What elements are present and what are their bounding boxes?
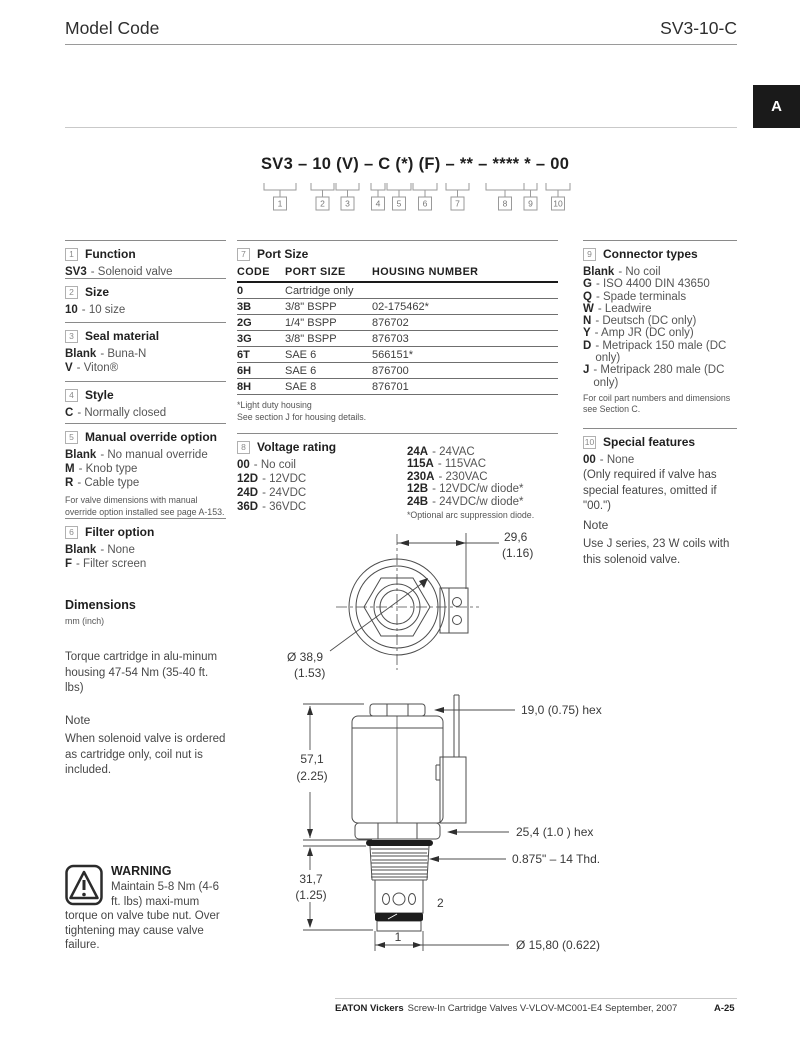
option-code: 10 (65, 304, 78, 316)
table-footnote: *Light duty housing (237, 400, 312, 410)
header-rule (65, 44, 737, 45)
model-number-title: SV3-10-C (660, 18, 737, 38)
option-desc: - 115VAC (437, 458, 487, 471)
option-entry (65, 463, 226, 476)
option-desc: - Filter screen (76, 558, 147, 570)
dim-cartridge-height: 31,7 (299, 872, 323, 886)
option-code: C (65, 407, 74, 419)
cell-housing-number: 566151* (372, 348, 413, 361)
option-entry (65, 304, 226, 317)
section-title: Function (85, 247, 136, 261)
option-desc: - 24VDC/w diode* (432, 495, 524, 508)
option-desc: - Normally closed (77, 407, 167, 419)
section-title: Manual override option (85, 430, 218, 444)
option-code: V (65, 362, 73, 374)
option-entry (583, 454, 737, 466)
section-port-size (237, 240, 558, 423)
section-function (65, 240, 226, 280)
option-code: D (583, 339, 592, 352)
cell-port-size: 3/8" BSPP (285, 332, 337, 345)
cell-port-size: Cartridge only (285, 284, 354, 297)
section-number-box: 5 (65, 431, 78, 444)
section-number-box: 3 (65, 330, 78, 343)
option-code: Blank (583, 266, 615, 278)
table-footnote: See section J for housing details. (237, 411, 367, 422)
drawing-labels (287, 530, 602, 952)
table-row (237, 283, 558, 299)
section-voltage-rating (237, 433, 558, 521)
cell-housing-number: 02-175462* (372, 300, 429, 313)
section-number-box: 6 (65, 526, 78, 539)
option-desc: - Metripack 150 male (DC only) (595, 339, 727, 365)
table-row (237, 379, 558, 395)
option-code: 24B (407, 495, 429, 508)
model-code-brackets (250, 178, 590, 220)
option-desc: - No coil (253, 459, 296, 471)
dim-width-top-inch: (1.16) (502, 546, 534, 560)
table-row (237, 299, 558, 315)
option-desc: - None (599, 454, 635, 466)
model-code-position-number: 2 (320, 198, 325, 209)
cell-code: 2G (237, 316, 252, 329)
table-header-row (237, 266, 558, 283)
warning-text: Maintain 5-8 Nm (4-6 ft. lbs) maxi-mum torque on valve tube nut. Over tightening may cause valve failure. (65, 881, 220, 951)
option-code: 24D (237, 487, 259, 499)
section-number-box: 7 (237, 248, 250, 261)
option-code: 230A (407, 470, 435, 483)
section-title: Port Size (257, 247, 309, 261)
option-list (583, 454, 737, 466)
dim-coil-height-inch: (2.25) (296, 769, 328, 783)
section-title: Size (85, 285, 110, 299)
option-code: 12D (237, 473, 259, 485)
option-entry (583, 303, 737, 315)
option-code: 00 (237, 459, 250, 471)
dim-thread: 0.875" – 14 Thd. (512, 852, 601, 866)
section-number-box: 1 (65, 248, 78, 261)
cell-code: 6T (237, 348, 250, 361)
table-header-cell: HOUSING NUMBER (372, 266, 479, 278)
option-desc: - Cable type (77, 477, 140, 489)
model-code-position-number: 4 (375, 198, 381, 209)
option-desc: - Solenoid valve (90, 266, 173, 278)
option-list (65, 304, 226, 317)
option-desc: - 12VDC (262, 473, 307, 485)
model-code-position-number: 6 (422, 198, 428, 209)
option-desc: - Deutsch (DC only) (595, 315, 697, 328)
cell-port-size: 3/8" BSPP (285, 300, 337, 313)
option-code: M (65, 463, 75, 475)
cell-housing-number: 876703 (372, 332, 409, 345)
cell-port-size: SAE 6 (285, 348, 317, 361)
port-2-label: 2 (437, 896, 444, 910)
option-code: R (65, 477, 74, 489)
page-title: Model Code (65, 18, 160, 38)
sub-header-rule (65, 127, 737, 128)
section-number-box: 10 (584, 437, 595, 447)
option-entry (583, 364, 737, 389)
option-entry (583, 327, 737, 339)
option-code: J (583, 364, 590, 377)
option-entry (583, 266, 737, 278)
connector-block-top-view (440, 588, 468, 633)
table-header-cell: PORT SIZE (285, 266, 346, 278)
option-desc: - Buna-N (100, 348, 147, 360)
note-heading: Note (65, 713, 91, 727)
note-right-heading: Note (583, 518, 609, 532)
dim-cartridge-height-inch: (1.25) (295, 888, 327, 902)
section-title: Voltage rating (257, 440, 337, 454)
section-filter-option (65, 518, 226, 572)
drawing-linework (303, 533, 515, 951)
drawing-arrowheads (307, 540, 466, 948)
option-entry (65, 558, 226, 571)
option-entry (407, 446, 558, 458)
table-row (237, 347, 558, 363)
option-entry (583, 291, 737, 303)
dim-nose-diameter: Ø 15,80 (0.622) (516, 938, 601, 952)
cell-code: 0 (237, 284, 244, 297)
option-entry (583, 278, 737, 290)
warning-title: WARNING (111, 864, 172, 878)
option-code: Blank (65, 449, 97, 461)
option-list (65, 348, 226, 375)
cell-port-size: SAE 6 (285, 364, 317, 377)
option-code: SV3 (65, 266, 87, 278)
dim-width-top: 29,6 (504, 530, 528, 544)
table-row (237, 331, 558, 347)
option-entry (65, 362, 226, 375)
port-hole (409, 894, 416, 905)
option-code: Y (583, 327, 591, 340)
section-title: Style (85, 388, 114, 402)
section-number-box: 9 (583, 248, 596, 261)
section-number-box: 2 (65, 286, 78, 299)
option-entry (407, 471, 558, 483)
technical-drawing (270, 515, 610, 965)
middle-column (237, 240, 558, 540)
option-desc: - 36VDC (262, 501, 307, 513)
section-seal-material (65, 322, 226, 376)
table-row (237, 363, 558, 379)
section-title: Connector types (603, 247, 698, 261)
section-title: Seal material (85, 329, 160, 343)
section-special-features (583, 428, 737, 515)
dim-coil-diameter: Ø 38,9 (287, 650, 324, 664)
cartridge-body (375, 880, 423, 913)
option-desc: - Leadwire (597, 302, 652, 315)
option-entry (407, 483, 558, 495)
option-entry (65, 544, 226, 557)
option-desc: - 10 size (81, 304, 126, 316)
option-desc: - No manual override (100, 449, 208, 461)
coil-nut (370, 704, 425, 716)
torque-note: Torque cartridge in alu-minum housing 47-54 Nm (35-40 ft. lbs) (65, 651, 218, 694)
option-desc: - 24VDC (262, 487, 307, 499)
section-title: Filter option (85, 525, 155, 539)
footer-info: Screw-In Cartridge Valves V-VLOV-MC001-E4 September, 2007 (407, 1003, 678, 1014)
cell-housing-number: 876702 (372, 316, 409, 329)
option-entry (65, 407, 226, 420)
dim-top-hex: 19,0 (0.75) hex (521, 703, 602, 717)
option-entry (65, 348, 226, 361)
section-number-box: 4 (65, 389, 78, 402)
warning-icon (65, 864, 103, 906)
dim-coil-height: 57,1 (300, 752, 324, 766)
cell-port-size: 1/4" BSPP (285, 316, 337, 329)
left-column (65, 240, 226, 1000)
option-desc: - 24VAC (432, 446, 475, 458)
option-desc: - Amp JR (DC only) (594, 327, 694, 340)
option-code: W (583, 302, 594, 315)
dimensions-units: mm (inch) (65, 616, 105, 626)
footer-brand: EATON Vickers (335, 1003, 404, 1014)
model-code-position-number: 7 (455, 198, 460, 209)
footer-text (335, 1003, 677, 1014)
section-footnote: For valve dimensions with manual override option installed see page A-153. (65, 495, 225, 517)
model-code-position-number: 1 (277, 198, 283, 209)
option-code: Blank (65, 348, 97, 360)
footer-page-number: A-25 (714, 1003, 735, 1014)
table-footnotes (237, 400, 558, 423)
option-code: F (65, 558, 73, 570)
port-size-table (237, 266, 558, 395)
cell-code: 3B (237, 300, 252, 313)
dim-coil-diameter-inch: (1.53) (294, 666, 326, 680)
cell-housing-number: 876700 (372, 364, 409, 377)
dimensions-heading (65, 598, 226, 626)
model-code-position-number: 5 (396, 198, 402, 209)
section-index-tab: A (753, 85, 800, 128)
option-code: Blank (65, 544, 97, 556)
note-right-text: Use J series, 23 W coils with this solenoid valve. (583, 538, 730, 566)
option-desc: - None (100, 544, 135, 556)
option-code: 115A (407, 458, 434, 471)
cell-code: 8H (237, 380, 252, 393)
option-desc: - Viton® (76, 362, 119, 374)
model-code-position-number: 8 (502, 198, 508, 209)
option-entry (407, 458, 558, 470)
table-header-cell: CODE (237, 266, 270, 278)
voltage-list-right (407, 446, 558, 522)
option-code: N (583, 315, 592, 328)
option-list (65, 544, 226, 571)
model-code-position-number: 9 (528, 198, 533, 209)
option-entry (583, 315, 737, 327)
dimensions-title: Dimensions (65, 598, 136, 612)
cell-code: 3G (237, 332, 252, 345)
option-list (65, 407, 226, 420)
connector-footnote: For coil part numbers and dimensions see Section C. (583, 392, 731, 415)
section-title: Special features (603, 435, 696, 449)
section-style (65, 381, 226, 421)
coil-body (352, 716, 443, 823)
section-connector-types (583, 240, 737, 416)
table-body (237, 283, 558, 395)
option-desc: - ISO 4400 DIN 43650 (595, 278, 710, 291)
port-hole (383, 894, 390, 905)
option-desc: - 12VDC/w diode* (432, 483, 524, 496)
cell-port-size: SAE 8 (285, 380, 317, 393)
option-entry (407, 496, 558, 508)
option-desc: - No coil (618, 266, 661, 278)
option-entry (583, 340, 737, 365)
option-desc: - 230VAC (438, 470, 488, 483)
section-manual-override (65, 423, 226, 518)
valve-hex-nut (355, 823, 440, 839)
model-code-position-number: 3 (345, 198, 350, 209)
cell-code: 6H (237, 364, 252, 377)
table-row (237, 315, 558, 331)
warning-block (65, 862, 226, 953)
option-desc: - Knob type (78, 463, 138, 475)
option-code: 36D (237, 501, 259, 513)
connector-block-side-view (440, 757, 466, 823)
option-entry (65, 449, 226, 462)
section-number-box: 8 (237, 441, 250, 454)
port-1-label: 1 (394, 930, 402, 944)
option-list (65, 449, 226, 490)
footer-rule (335, 998, 737, 999)
option-code: G (583, 278, 592, 291)
option-desc: - Metripack 280 male (DC only) (593, 364, 725, 389)
option-code: Q (583, 290, 592, 303)
option-desc: - Spade terminals (595, 290, 687, 303)
section-size (65, 278, 226, 318)
voltage-footnote: *Optional arc suppression diode. (407, 510, 535, 521)
cell-housing-number: 876701 (372, 380, 409, 393)
special-features-note: (Only required if valve has special features, omitted if "00.") (583, 469, 717, 513)
option-list (583, 266, 737, 389)
model-code-string: SV3 – 10 (V) – C (*) (F) – ** – **** * – 00 (261, 155, 570, 173)
model-code-position-number: 10 (553, 198, 563, 209)
option-code: 12B (407, 483, 429, 496)
port-hole (393, 893, 405, 905)
option-code: 24A (407, 446, 429, 458)
option-entry (65, 477, 226, 490)
option-code: 00 (583, 454, 596, 466)
dim-valve-hex: 25,4 (1.0 ) hex (516, 825, 594, 839)
note-text: When solenoid valve is ordered as cartridge only, coil nut is included. (65, 733, 226, 776)
